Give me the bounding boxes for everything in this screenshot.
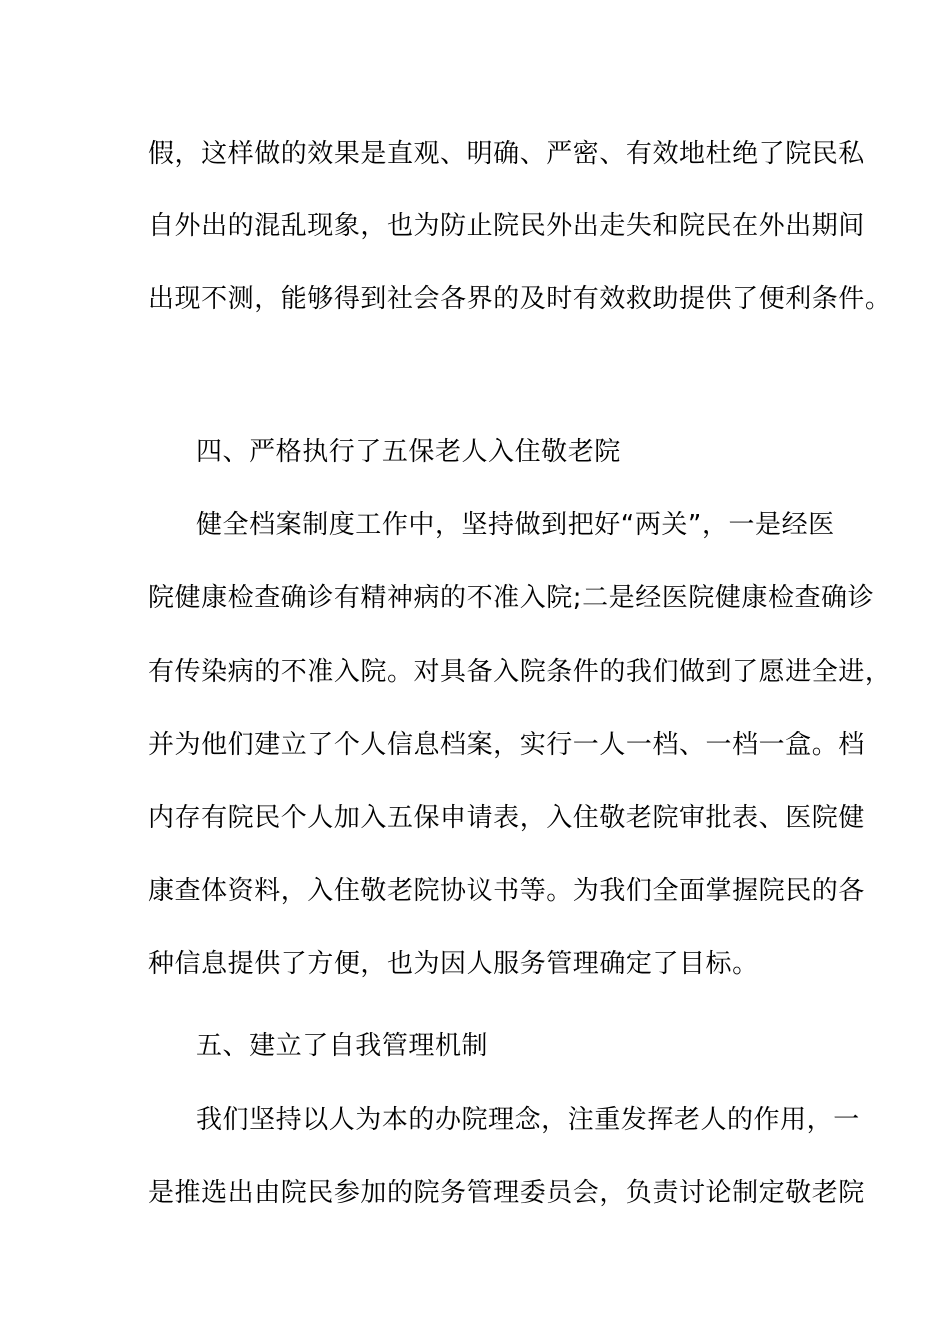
text-line: 院健康检查确诊有精神病的不准入院;二是经医院健康检查确诊: [148, 583, 875, 613]
text-line: 我们坚持以人为本的办院理念，注重发挥老人的作用，一: [196, 1105, 860, 1135]
text-line: 自外出的混乱现象，也为防止院民外出走失和院民在外出期间: [148, 211, 865, 241]
text-line: 健全档案制度工作中，坚持做到把好“两关”，一是经医: [196, 510, 835, 540]
section-heading: 五、建立了自我管理机制: [196, 1031, 489, 1061]
text-line: 种信息提供了方便，也为因人服务管理确定了目标。: [148, 949, 759, 979]
text-line: 并为他们建立了个人信息档案，实行一人一档、一档一盒。档: [148, 730, 865, 760]
text-line: 康查体资料，入住敬老院协议书等。为我们全面掌握院民的各: [148, 876, 865, 906]
text-line: 出现不测，能够得到社会各界的及时有效救助提供了便利条件。: [148, 284, 892, 314]
text-line: 有传染病的不准入院。对具备入院条件的我们做到了愿进全进，: [148, 657, 892, 687]
section-heading: 四、严格执行了五保老人入住敬老院: [196, 437, 621, 467]
text-line: 假，这样做的效果是直观、明确、严密、有效地杜绝了院民私: [148, 139, 865, 169]
text-line: 是推选出由院民参加的院务管理委员会，负责讨论制定敬老院: [148, 1178, 865, 1208]
text-line: 内存有院民个人加入五保申请表，入住敬老院审批表、医院健: [148, 803, 865, 833]
